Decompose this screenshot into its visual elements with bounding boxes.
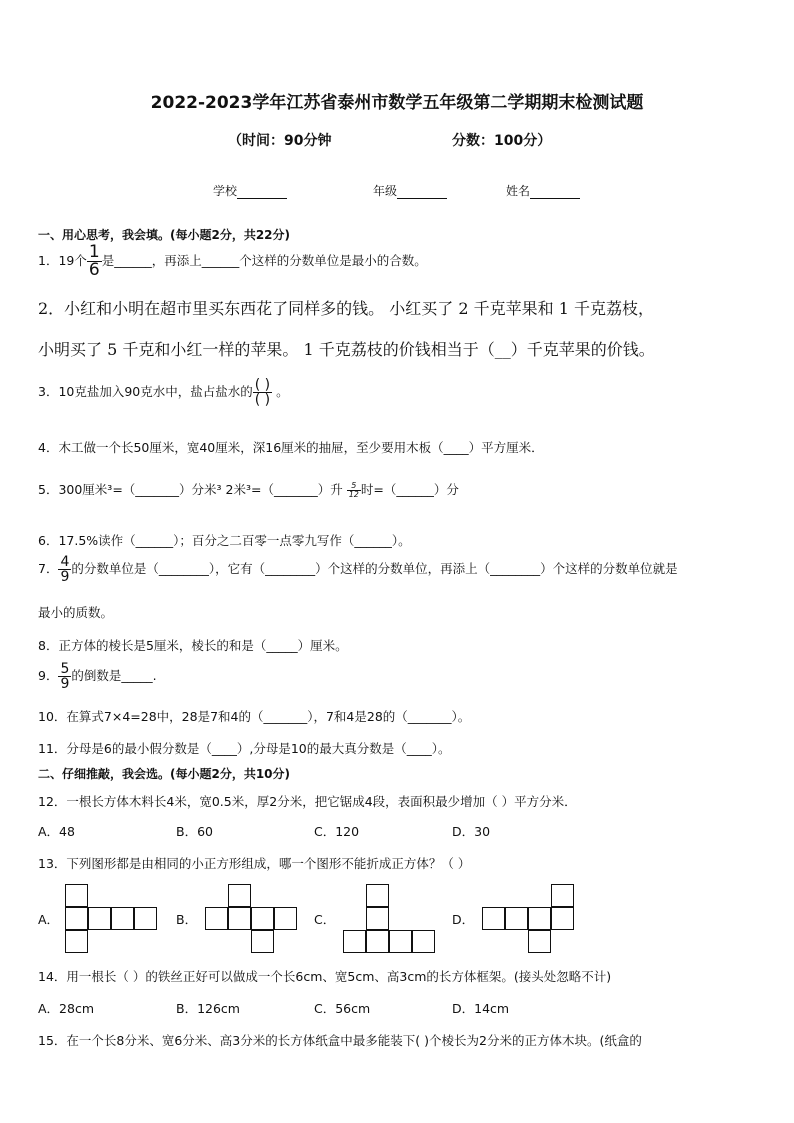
q5-den: 12	[348, 490, 359, 499]
cube-net-d[interactable]	[482, 884, 574, 953]
q9-fraction	[58, 662, 71, 691]
q3-pre: 3．10克盐加入90克水中，盐占盐水的	[38, 384, 253, 399]
section1-heading: 一、用心思考，我会填。(每小题2分，共22分)	[38, 228, 291, 242]
q13-option-b[interactable]: B．	[176, 912, 198, 927]
q9-pre: 9．	[38, 668, 59, 683]
q7-num: 4	[60, 554, 70, 570]
q5-num: 5	[347, 482, 361, 491]
page-title: 2022-2023学年江苏省泰州市数学五年级第二学期期末检测试题	[150, 93, 644, 113]
q12-option-b[interactable]: B．60	[176, 824, 213, 839]
grade-field[interactable]	[373, 182, 447, 199]
q12-option-c[interactable]: C．120	[314, 824, 360, 839]
q7-pre: 7．	[38, 561, 59, 576]
question-12: 12．一根长方体木料长4米，宽0.5米，厚2分米，把它锯成4段，表面积最少增加（ ）平方分米．	[38, 794, 577, 809]
question-2-line2: 小明买了 5 千克和小红一样的苹果。 1 千克荔枝的价钱相当于（__）千克苹果的价钱。	[38, 340, 655, 359]
q1-num: 1	[88, 242, 100, 262]
q14-option-a[interactable]: A．28cm	[38, 1001, 95, 1016]
q14-option-c[interactable]: C．56cm	[314, 1001, 371, 1016]
question-5	[38, 480, 459, 499]
q1-post: 是______，再添上______个这样的分数单位是最小的合数。	[101, 253, 427, 268]
question-10: 10．在算式7×4=28中，28是7和4的（_______），7和4是28的（_______）。	[38, 709, 471, 724]
q12-option-d[interactable]: D．30	[452, 824, 491, 839]
q1-fraction	[87, 244, 102, 279]
q7-fraction	[58, 555, 71, 584]
q7-line1: 的分数单位是（________），它有（________）个这样的分数单位，再添上（________）个这样的分数单位就是	[71, 561, 678, 576]
cube-net-b[interactable]	[205, 884, 297, 953]
q14-option-b[interactable]: B．126cm	[176, 1001, 240, 1016]
question-14: 14．用一根长（ ）的铁丝正好可以做成一个长6cm、宽5cm、高3cm的长方体框架。(接头处忽略不计)	[38, 969, 612, 984]
question-3	[38, 378, 289, 407]
school-field[interactable]	[213, 182, 287, 199]
q3-den: ( )	[254, 392, 271, 408]
q1-pre: 1．19个	[38, 253, 87, 268]
grade-label: 年级	[373, 184, 398, 198]
question-9	[38, 662, 157, 691]
q9-post: 的倒数是_____.	[71, 668, 157, 683]
q3-post: 。	[276, 384, 289, 399]
q5-post: 时=（______）分	[360, 482, 459, 497]
q9-den: 9	[60, 676, 70, 692]
q13-option-a[interactable]: A．	[38, 912, 60, 927]
question-4: 4．木工做一个长50厘米，宽40厘米，深16厘米的抽屉，至少要用木板（____）平方厘米．	[38, 440, 544, 455]
q1-den: 6	[88, 260, 100, 280]
question-15: 15．在一个长8分米、宽6分米、高3分米的长方体纸盒中最多能装下( )个棱长为2分米的正方体木块。(纸盒的	[38, 1033, 642, 1048]
q9-num: 5	[60, 661, 70, 677]
q13-option-d[interactable]: D．	[452, 912, 475, 927]
cube-net-a[interactable]	[65, 884, 157, 953]
exam-score: 分数：100分）	[452, 133, 552, 149]
question-7-line2: 最小的质数。	[38, 605, 114, 620]
name-field[interactable]	[506, 182, 580, 199]
q14-option-d[interactable]: D．14cm	[452, 1001, 510, 1016]
question-8: 8．正方体的棱长是5厘米，棱长的和是（_____）厘米。	[38, 638, 348, 653]
q5-pre: 5．300厘米³=（_______）分米³ 2米³=（_______）升	[38, 482, 347, 497]
question-7	[38, 555, 678, 584]
question-2-line1: 2．小红和小明在超市里买东西花了同样多的钱。 小红买了 2 千克苹果和 1 千克荔枝，	[38, 299, 654, 318]
q12-option-a[interactable]: A．48	[38, 824, 75, 839]
q3-fraction[interactable]	[253, 378, 272, 407]
q7-den: 9	[60, 569, 70, 585]
name-label: 姓名	[506, 184, 531, 198]
section2-heading: 二、仔细推敲，我会选。(每小题2分，共10分)	[38, 767, 291, 781]
question-1	[38, 244, 427, 279]
question-6: 6．17.5%读作（______）；百分之二百零一点零九写作（______）。	[38, 533, 411, 548]
question-13: 13．下列图形都是由相同的小正方形组成，哪一个图形不能折成正方体？（ ）	[38, 856, 471, 871]
school-label: 学校	[213, 184, 238, 198]
q13-option-c[interactable]: C．	[314, 912, 336, 927]
cube-net-c[interactable]	[343, 884, 435, 953]
q5-fraction	[347, 482, 361, 499]
exam-time: （时间：90分钟	[228, 133, 332, 149]
q3-num: ( )	[254, 377, 271, 393]
question-11: 11．分母是6的最小假分数是（____）,分母是10的最大真分数是（____）。	[38, 741, 451, 756]
